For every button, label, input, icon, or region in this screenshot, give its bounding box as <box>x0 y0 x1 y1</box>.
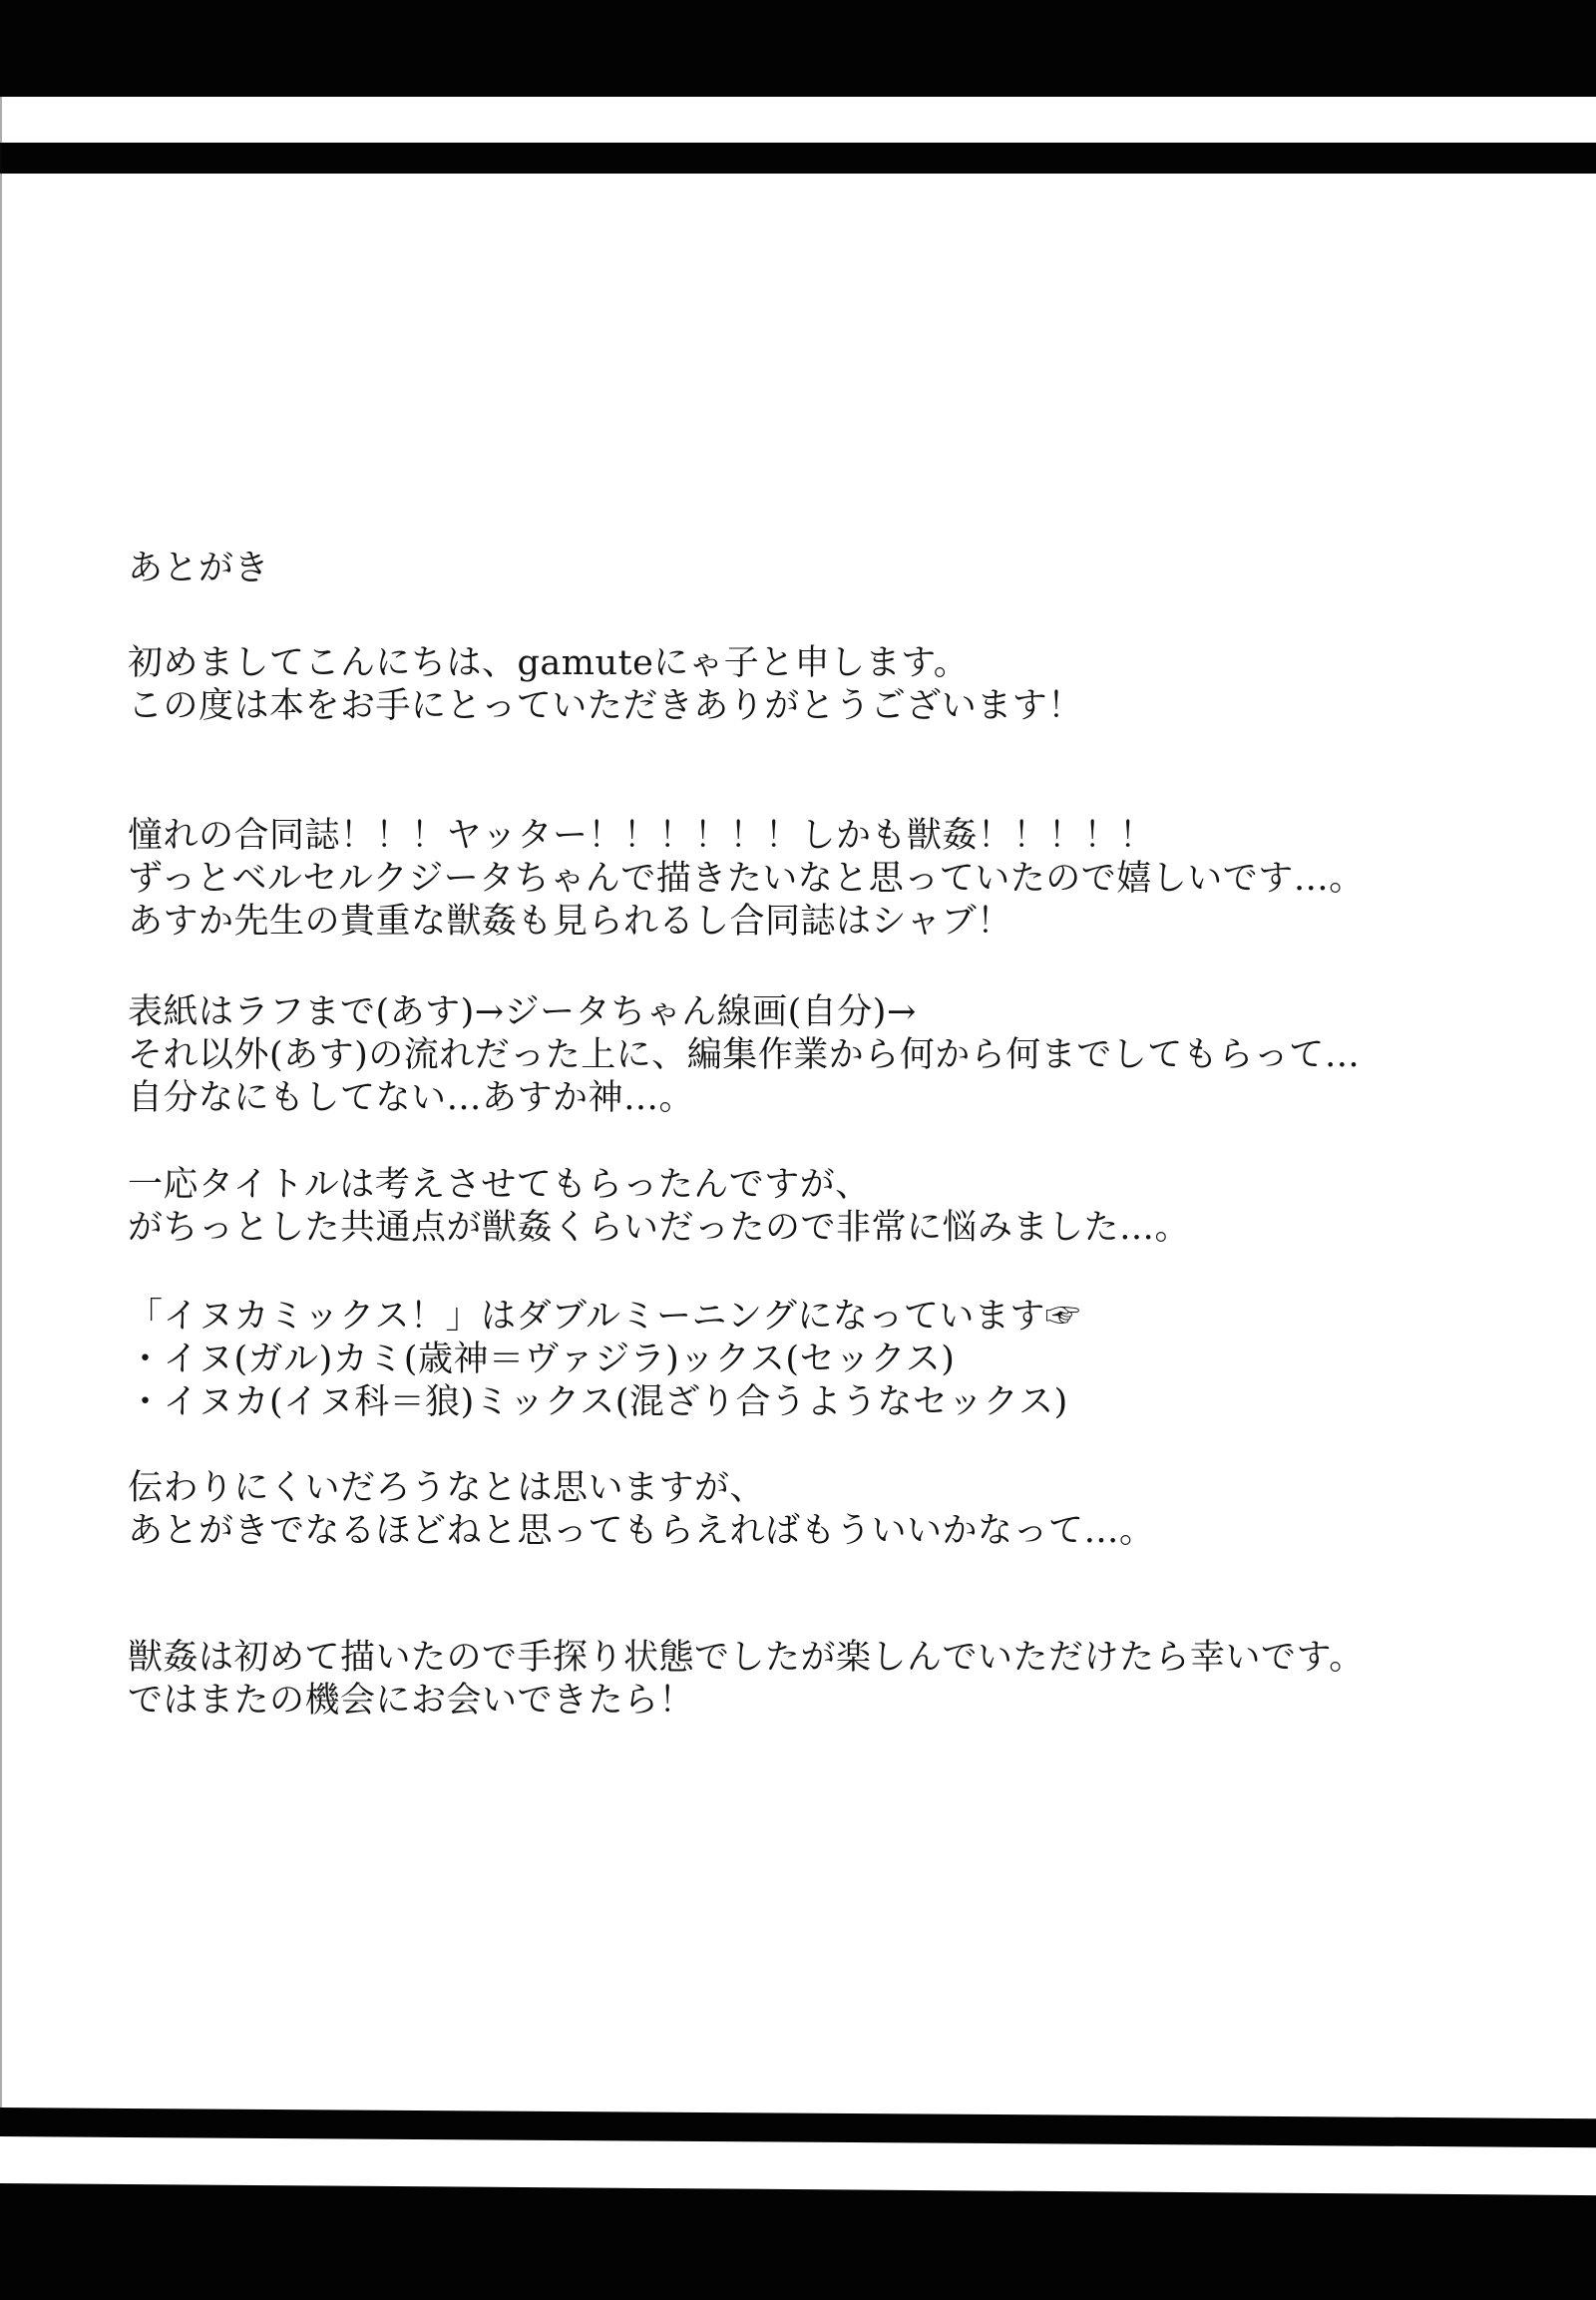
text-line: あとがきでなるほどねと思ってもらえればもういいかなって…。 <box>128 1511 1155 1551</box>
scan-edge-left <box>0 97 2 2109</box>
afterword-paragraph-cover-process <box>128 991 1360 1120</box>
text-line: ・イヌカ(イヌ科＝狼)ミックス(混ざり合うようなセックス) <box>128 1382 1068 1422</box>
text-line: それ以外(あす)の流れだった上に、編集作業から何から何までしてもらって… <box>128 1035 1361 1075</box>
scan-border-bottom <box>0 2183 1596 2300</box>
text-line: 自分なにもしてない…あすか神…。 <box>128 1078 695 1118</box>
afterword-paragraph-closing <box>128 1637 1365 1723</box>
afterword-paragraph-excitement <box>128 815 1365 944</box>
text-line: この度は本をお手にとっていただきありがとうございます！ <box>128 686 1083 726</box>
text-line-with-pointer-icon: 「イヌカミックス！」はダブルミーニングになっています☞ <box>128 1297 1081 1337</box>
scan-border-top <box>0 0 1596 97</box>
text-line: 憧れの合同誌！！！ヤッター！！！！！！しかも獣姦！！！！！ <box>128 816 1155 856</box>
scan-border-top-thin <box>0 143 1596 174</box>
text-line: がちっとした共通点が獣姦くらいだったので非常に悩みました…。 <box>128 1208 1191 1248</box>
text-line: 獣姦は初めて描いたので手探り状態でしたが楽しんでいただけたら幸いです。 <box>128 1638 1365 1678</box>
afterword-paragraph-explanation <box>128 1467 1155 1553</box>
text-line: ずっとベルセルクジータちゃんで描きたいなと思っていたので嬉しいです…。 <box>128 859 1365 899</box>
afterword-paragraph-title <box>128 1164 1190 1250</box>
text-line: ではまたの機会にお会いできたら！ <box>128 1681 695 1721</box>
text-line: 表紙はラフまで(あす)→ジータちゃん線画(自分)→ <box>128 992 917 1032</box>
text-line: ・イヌ(ガル)カミ(歳神＝ヴァジラ)ックス(セックス) <box>128 1340 956 1379</box>
afterword-paragraph-double-meaning <box>128 1296 1080 1424</box>
afterword-heading: あとがき <box>128 549 270 588</box>
text-line: 初めましてこんにちは、gamuteにゃ子と申します。 <box>128 643 970 683</box>
text-line: あすか先生の貴重な獣姦も見られるし合同誌はシャブ！ <box>128 902 1012 942</box>
scan-border-bottom-thin <box>0 2108 1596 2147</box>
text-line: 伝わりにくいだろうなとは思いますが、 <box>128 1468 766 1508</box>
text-line: 一応タイトルは考えさせてもらったんですが、 <box>128 1165 871 1205</box>
afterword-paragraph-greeting <box>128 642 1083 728</box>
